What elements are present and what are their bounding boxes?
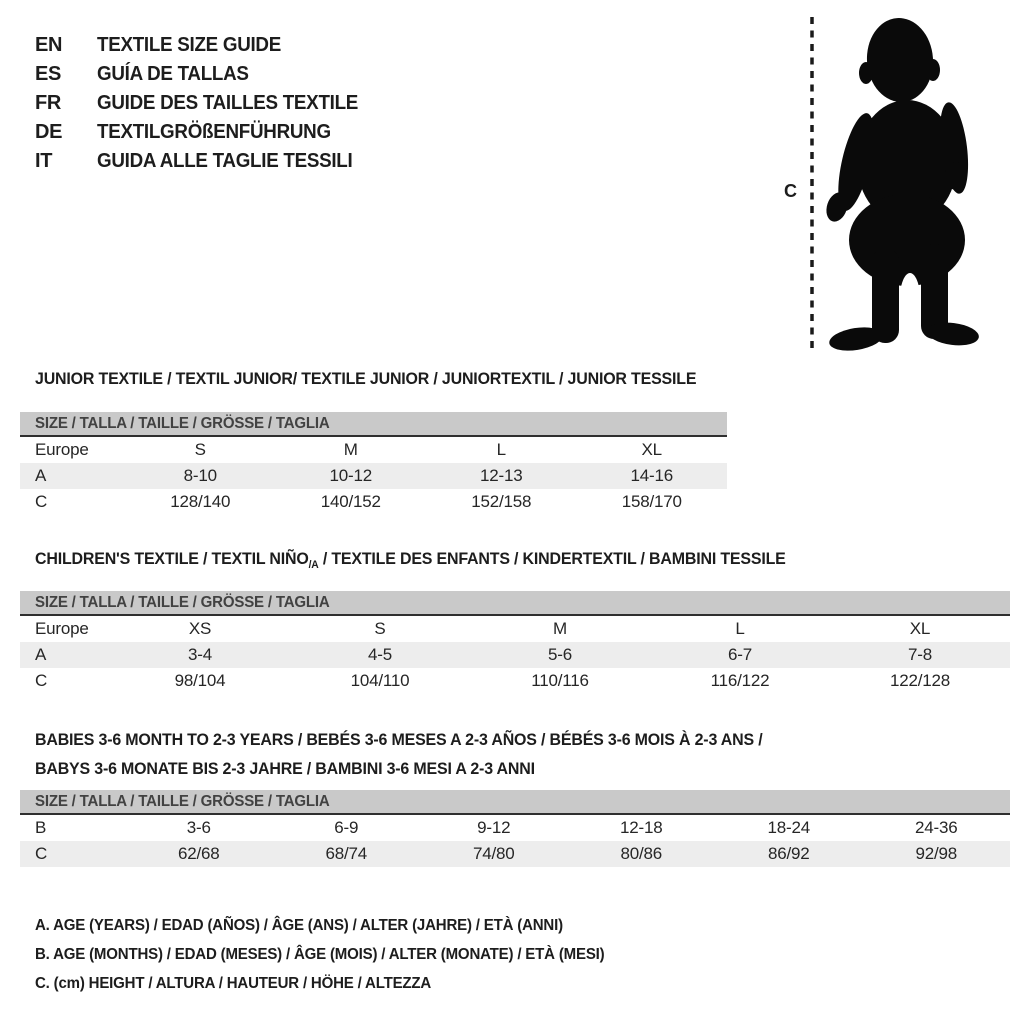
language-code: EN (35, 34, 63, 56)
height-figure-area (760, 0, 1024, 380)
babies-heading-line1: BABIES 3-6 MONTH TO 2-3 YEARS / BEBÉS 3-6 MESES A 2-3 AÑOS / BÉBÉS 3-6 MOIS À 2-3 ANS / (35, 730, 763, 749)
table-header-text: SIZE / TALLA / TAILLE / GRÖSSE / TAGLIA (35, 792, 330, 810)
height-cell: 104/110 (350, 671, 410, 690)
size-cell: XS (188, 619, 212, 638)
junior-size-table (20, 412, 727, 515)
row-label: A (35, 645, 47, 664)
row-label: Europe (35, 619, 89, 638)
age-cell: 7-8 (908, 645, 932, 664)
babies-section-heading (35, 725, 809, 783)
table-row-height-cm (20, 668, 1010, 694)
table-header-text: SIZE / TALLA / TAILLE / GRÖSSE / TAGLIA (35, 414, 330, 432)
footnote-legend (35, 911, 641, 998)
row-label: B (35, 818, 47, 837)
babies-size-table (20, 790, 1010, 867)
age-cell: 24-36 (915, 818, 958, 837)
row-label: Europe (35, 440, 89, 459)
footnote-b-text: B. AGE (MONTHS) / EDAD (MESES) / ÂGE (MOIS) / ALTER (MONATE) / ETÀ (MESI) (35, 945, 605, 963)
height-cell: 110/116 (531, 671, 589, 690)
age-cell: 6-7 (728, 645, 752, 664)
table-row-europe (20, 437, 727, 463)
row-label: C (35, 492, 48, 511)
language-title: GUIDE DES TAILLES TEXTILE (97, 92, 359, 114)
children-heading-post: / TEXTILE DES ENFANTS / KINDERTEXTIL / BAMBINI TESSILE (318, 549, 786, 568)
children-heading-pre: CHILDREN'S TEXTILE / TEXTIL NIÑO (35, 549, 309, 568)
age-cell: 18-24 (767, 818, 810, 837)
age-cell: 8-10 (183, 466, 217, 485)
table-row-age-years (20, 642, 1010, 668)
babies-heading-line2: BABYS 3-6 MONATE BIS 2-3 JAHRE / BAMBINI 3-6 MESI A 2-3 ANNI (35, 759, 535, 778)
age-cell: 10-12 (329, 466, 372, 485)
height-cell: 86/92 (767, 844, 810, 863)
table-row-age-months (20, 815, 1010, 841)
age-cell: 4-5 (368, 645, 392, 664)
size-cell: M (343, 440, 358, 459)
row-label: C (35, 844, 48, 863)
table-header (20, 412, 727, 437)
language-code: FR (35, 92, 62, 114)
size-cell: L (496, 440, 506, 459)
table-row-age-years (20, 463, 727, 489)
language-row-es (35, 60, 375, 89)
age-cell: 3-4 (188, 645, 212, 664)
height-cell: 158/170 (621, 492, 682, 511)
language-code: IT (35, 150, 53, 172)
language-row-de (35, 118, 375, 147)
table-header (20, 790, 1010, 815)
language-title: TEXTILE SIZE GUIDE (97, 34, 281, 56)
table-header (20, 591, 1010, 616)
age-cell: 9-12 (477, 818, 511, 837)
size-cell: S (194, 440, 206, 459)
footnote-a-text: A. AGE (YEARS) / EDAD (AÑOS) / ÂGE (ANS) / ALTER (JAHRE) / ETÀ (ANNI) (35, 916, 563, 934)
height-label: C (784, 181, 797, 201)
age-cell: 3-6 (186, 818, 211, 837)
table-header-text: SIZE / TALLA / TAILLE / GRÖSSE / TAGLIA (35, 593, 330, 611)
children-size-table (20, 591, 1010, 694)
size-cell: XL (641, 440, 662, 459)
height-cell: 92/98 (915, 844, 958, 863)
junior-heading-text: JUNIOR TEXTILE / TEXTIL JUNIOR/ TEXTILE JUNIOR / JUNIORTEXTIL / JUNIOR TESSILE (35, 369, 697, 388)
age-cell: 6-9 (334, 818, 359, 837)
footnote-c (35, 969, 641, 998)
age-cell: 5-6 (548, 645, 572, 664)
language-title: TEXTILGRÖßENFÜHRUNG (97, 121, 331, 143)
height-cell: 98/104 (174, 671, 226, 690)
junior-section-heading (35, 369, 739, 389)
language-row-it (35, 147, 375, 176)
row-label: C (35, 671, 48, 690)
children-section-heading (35, 549, 834, 575)
height-cell: 68/74 (325, 844, 368, 863)
footnote-c-text: C. (cm) HEIGHT / ALTURA / HAUTEUR / HÖHE / ALTEZZA (35, 974, 432, 992)
height-cell: 80/86 (620, 844, 663, 863)
height-cell: 140/152 (320, 492, 381, 511)
language-row-fr (35, 89, 375, 118)
size-cell: M (553, 619, 567, 638)
children-heading-text (35, 549, 786, 575)
language-code: DE (35, 121, 63, 143)
table-row-height-cm (20, 841, 1010, 867)
height-cell: 116/122 (710, 671, 770, 690)
toddler-silhouette (823, 16, 980, 354)
footnote-b (35, 940, 641, 969)
table-row-europe (20, 616, 1010, 642)
language-title: GUÍA DE TALLAS (97, 63, 249, 85)
language-code: ES (35, 63, 62, 85)
age-cell: 12-18 (620, 818, 663, 837)
height-cell: 62/68 (177, 844, 220, 863)
height-cell: 74/80 (472, 844, 515, 863)
size-cell: XL (909, 619, 931, 638)
age-cell: 14-16 (630, 466, 673, 485)
children-heading-subscript: /A (308, 559, 319, 571)
size-cell: S (374, 619, 386, 638)
language-title-list (35, 31, 375, 176)
table-row-height-cm (20, 489, 727, 515)
size-cell: L (735, 619, 745, 638)
footnote-a (35, 911, 641, 940)
toddler-silhouette-figure (760, 0, 1024, 380)
language-title: GUIDA ALLE TAGLIE TESSILI (97, 150, 353, 172)
height-cell: 128/140 (170, 492, 231, 511)
language-row-en (35, 31, 375, 60)
age-cell: 12-13 (480, 466, 523, 485)
height-cell: 152/158 (471, 492, 532, 511)
height-cell: 122/128 (889, 671, 951, 690)
row-label: A (35, 466, 47, 485)
